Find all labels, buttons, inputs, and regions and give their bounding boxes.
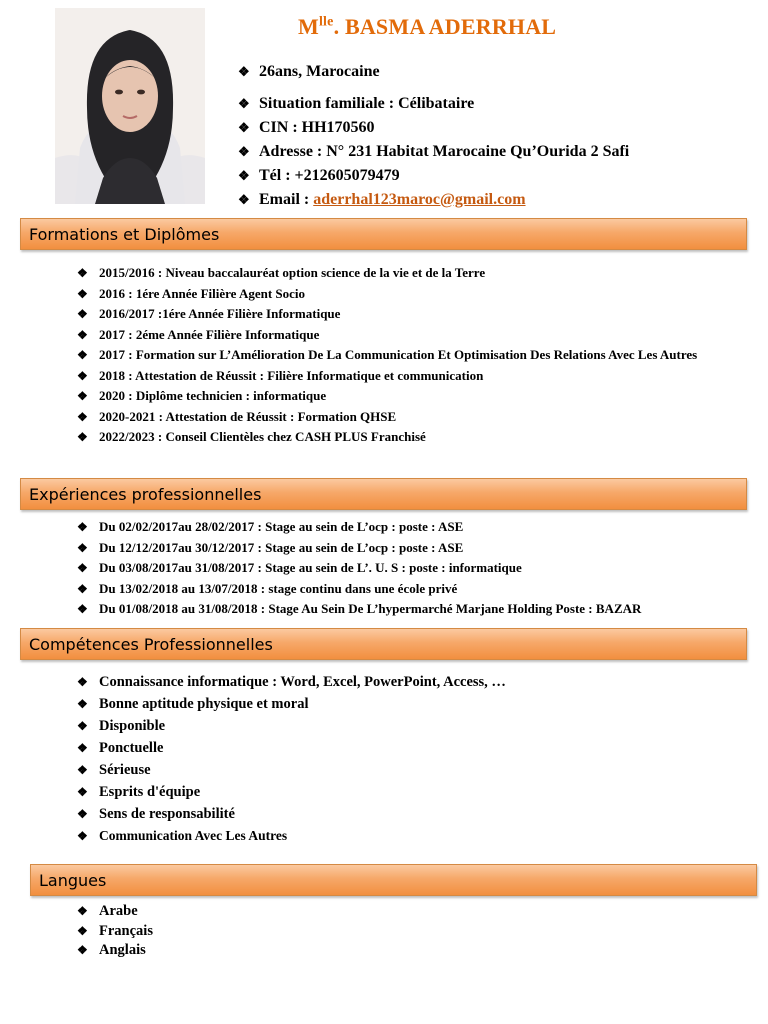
experiences-list [77, 517, 747, 620]
list-item: ❖ 2020-2021 : Attestation de Réussit : Formation QHSE [77, 407, 727, 428]
bullet-icon: ❖ [77, 520, 88, 534]
list-item: ❖ Du 02/02/2017au 28/02/2017 : Stage au sein de L’ocp : poste : ASE [77, 517, 747, 538]
list-item: ❖ 2016 : 1ére Année Filière Agent Socio [77, 284, 727, 305]
bullet-icon: ❖ [238, 168, 250, 183]
section-header-experiences: Expériences professionnelles [20, 478, 747, 510]
info-email: ❖ Email : aderrhal123maroc@gmail.com [238, 188, 629, 212]
list-item: ❖ Du 03/08/2017au 31/08/2017 : Stage au sein de L’. U. S : poste : informatique [77, 558, 747, 579]
bullet-icon: ❖ [77, 719, 88, 733]
bullet-icon: ❖ [77, 602, 88, 616]
list-item: ❖ Sens de responsabilité [77, 803, 727, 825]
langues-list [77, 902, 377, 961]
bullet-icon: ❖ [77, 763, 88, 777]
list-item: ❖ Du 01/08/2018 au 31/08/2018 : Stage Au Sein De L’hypermarché Marjane Holding Poste : BAZAR [77, 599, 747, 620]
info-phone: ❖ Tél : +212605079479 [238, 164, 629, 188]
list-item: ❖ Arabe [77, 902, 377, 922]
bullet-icon: ❖ [238, 144, 250, 159]
bullet-icon: ❖ [77, 389, 88, 403]
bullet-icon: ❖ [77, 286, 88, 301]
list-item: ❖ Français [77, 922, 377, 942]
info-family-status: ❖ Situation familiale : Célibataire [238, 92, 629, 116]
list-item: ❖ Esprits d'équipe [77, 781, 727, 803]
list-item: ❖ 2017 : 2éme Année Filière Informatique [77, 325, 727, 346]
bullet-icon: ❖ [77, 348, 88, 362]
bullet-icon: ❖ [77, 368, 88, 383]
section-header-formations: Formations et Diplômes [20, 218, 747, 250]
list-item: ❖ Connaissance informatique : Word, Excel, PowerPoint, Access, … [77, 671, 727, 693]
bullet-icon: ❖ [77, 561, 88, 575]
list-item: ❖ Bonne aptitude physique et moral [77, 693, 727, 715]
list-item: ❖ 2017 : Formation sur L’Amélioration De La Communication Et Optimisation Des Relations Avec Les Autres [77, 345, 727, 366]
bullet-icon: ❖ [77, 409, 88, 424]
bullet-icon: ❖ [77, 430, 88, 444]
list-item: ❖ 2015/2016 : Niveau baccalauréat option science de la vie et de la Terre [77, 263, 727, 284]
bullet-icon: ❖ [77, 741, 88, 755]
list-item: ❖ Du 13/02/2018 au 13/07/2018 : stage continu dans une école privé [77, 579, 747, 600]
bullet-icon: ❖ [77, 904, 88, 918]
bullet-icon: ❖ [77, 327, 88, 342]
list-item: ❖ 2020 : Diplôme technicien : informatique [77, 386, 727, 407]
bullet-icon: ❖ [77, 923, 88, 938]
bullet-icon: ❖ [77, 807, 88, 821]
bullet-icon: ❖ [77, 675, 88, 689]
info-address: ❖ Adresse : N° 231 Habitat Marocaine Qu’Ourida 2 Safi [238, 140, 629, 164]
list-item: ❖ 2016/2017 :1ére Année Filière Informatique [77, 304, 727, 325]
bullet-icon: ❖ [77, 943, 88, 957]
list-item: ❖ Communication Avec Les Autres [77, 825, 727, 847]
bullet-icon: ❖ [77, 540, 88, 555]
bullet-icon: ❖ [238, 120, 250, 135]
formations-list [77, 263, 727, 448]
bullet-icon: ❖ [77, 581, 88, 596]
bullet-icon: ❖ [238, 64, 250, 79]
personal-info-list [238, 60, 629, 212]
info-cin: ❖ CIN : HH170560 [238, 116, 629, 140]
info-age: ❖ 26ans, Marocaine [238, 60, 629, 84]
bullet-icon: ❖ [77, 266, 88, 280]
bullet-icon: ❖ [77, 307, 88, 321]
section-header-competences: Compétences Professionnelles [20, 628, 747, 660]
list-item: ❖ Du 12/12/2017au 30/12/2017 : Stage au sein de L’ocp : poste : ASE [77, 538, 747, 559]
email-link[interactable]: aderrhal123maroc@gmail.com [313, 191, 526, 208]
list-item: ❖ Disponible [77, 715, 727, 737]
list-item: ❖ 2022/2023 : Conseil Clientèles chez CASH PLUS Franchisé [77, 427, 727, 448]
list-item: ❖ Ponctuelle [77, 737, 727, 759]
page-title: $M^{lle}$. BASMA ADERRHAL [298, 14, 557, 39]
competences-list [77, 671, 727, 847]
bullet-icon: ❖ [238, 192, 250, 207]
profile-photo [55, 8, 205, 204]
section-header-langues: Langues [30, 864, 757, 896]
bullet-icon: ❖ [77, 829, 88, 843]
list-item: ❖ 2018 : Attestation de Réussit : Filière Informatique et communication [77, 366, 727, 387]
list-item: ❖ Anglais [77, 941, 377, 961]
bullet-icon: ❖ [77, 697, 88, 711]
list-item: ❖ Sérieuse [77, 759, 727, 781]
bullet-icon: ❖ [238, 96, 250, 111]
bullet-icon: ❖ [77, 785, 88, 799]
